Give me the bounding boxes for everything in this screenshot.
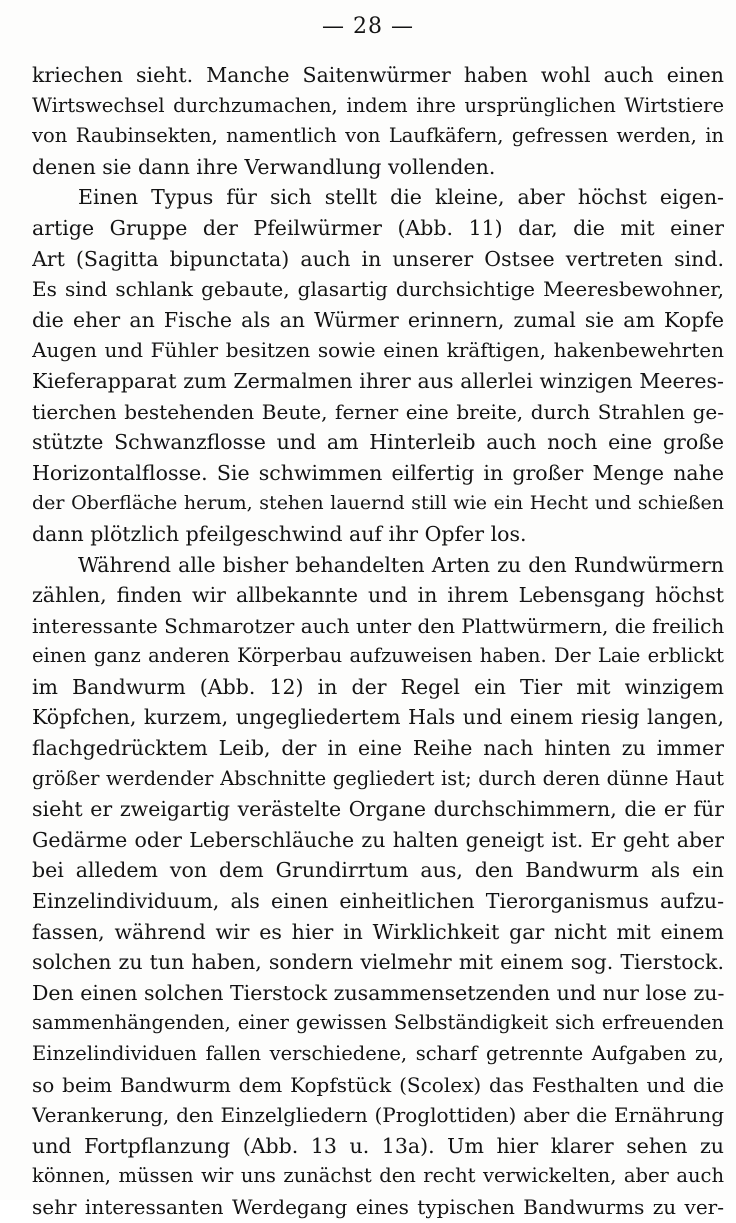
text-line: Einen Typus für sich stellt die kleine, aber höchst eigen- bbox=[78, 185, 724, 210]
text-line: artige Gruppe der Pfeilwürmer (Abb. 11) dar, die mit einer bbox=[32, 215, 724, 240]
text-line: flachgedrücktem Leib, der in eine Reihe nach hinten zu immer bbox=[32, 736, 724, 761]
text-line: Wirtswechsel durchzumachen, indem ihre ursprünglichen Wirtstiere bbox=[32, 93, 724, 117]
text-line: Während alle bisher behandelten Arten zu den Rundwürmern bbox=[78, 552, 724, 577]
text-line: der Oberfläche herum, stehen lauernd still wie ein Hecht und schießen bbox=[32, 492, 724, 515]
text-line: zählen, finden wir allbekannte und in ihrem Lebensgang höchst bbox=[32, 583, 724, 608]
text-line: größer werdender Abschnitte gegliedert ist; durch deren dünne Haut bbox=[32, 766, 724, 790]
text-line: sammenhängenden, einer gewissen Selbständigkeit sich erfreuenden bbox=[32, 1011, 724, 1035]
text-line: im Bandwurm (Abb. 12) in der Regel ein Tier mit winzigem bbox=[32, 674, 724, 699]
text-line: fassen, während wir es hier in Wirklichkeit gar nicht mit einem bbox=[32, 919, 724, 944]
text-line: interessante Schmarotzer auch unter den Plattwürmern, die freilich bbox=[32, 613, 724, 638]
text-line: Gedärme oder Leberschläuche zu halten geneigt ist. Er geht aber bbox=[32, 827, 724, 852]
text-line: kriechen sieht. Manche Saitenwürmer haben wohl auch einen bbox=[32, 63, 724, 87]
text-line: von Raubinsekten, namentlich von Laufkäfern, gefressen werden, in bbox=[32, 124, 724, 148]
text-line: sieht er zweigartig verästelte Organe durchschimmern, die er für bbox=[32, 797, 724, 822]
text-line: Es sind schlank gebaute, glasartig durchsichtige Meeresbewohner, bbox=[32, 277, 724, 302]
text-line: Köpfchen, kurzem, ungegliedertem Hals und einem riesig langen, bbox=[32, 705, 724, 730]
text-line: Einzelindividuen fallen verschiedene, scharf getrennte Aufgaben zu, bbox=[32, 1042, 724, 1065]
text-line: Art (Sagitta bipunctata) auch in unserer Ostsee vertreten sind. bbox=[32, 246, 724, 271]
text-line: tierchen bestehenden Beute, ferner eine breite, durch Strahlen ge- bbox=[32, 399, 724, 424]
text-line: die eher an Fische als an Würmer erinnern, zumal sie am Kopfe bbox=[32, 307, 724, 332]
text-line: können, müssen wir uns zunächst den recht verwickelten, aber auch bbox=[32, 1164, 724, 1188]
text-line: Verankerung, den Einzelgliedern (Proglottiden) aber die Ernährung bbox=[32, 1103, 724, 1128]
text-line: so beim Bandwurm dem Kopfstück (Scolex) das Festhalten und die bbox=[32, 1072, 724, 1097]
text-line: stützte Schwanzflosse und am Hinterleib auch noch eine große bbox=[32, 430, 724, 455]
body-text bbox=[32, 60, 724, 1223]
text-line: solchen zu tun haben, sondern vielmehr mit einem sog. Tierstock. bbox=[32, 950, 724, 975]
text-line: denen sie dann ihre Verwandlung vollenden. bbox=[32, 154, 496, 179]
page-number: — 28 — bbox=[322, 14, 414, 39]
text-line: bei alledem von dem Grundirrtum aus, den Bandwurm als ein bbox=[32, 858, 724, 883]
text-line: einen ganz anderen Körperbau aufzuweisen haben. Der Laie erblickt bbox=[32, 644, 724, 668]
text-line: Den einen solchen Tierstock zusammensetzenden und nur lose zu- bbox=[32, 980, 724, 1005]
text-line: dann plötzlich pfeilgeschwind auf ihr Opfer los. bbox=[32, 521, 527, 546]
text-line: und Fortpflanzung (Abb. 13 u. 13a). Um hier klarer sehen zu bbox=[32, 1133, 724, 1158]
text-line: Einzelindividuum, als einen einheitlichen Tierorganismus aufzu- bbox=[32, 889, 724, 914]
text-line: Augen und Fühler besitzen sowie einen kräftigen, hakenbewehrten bbox=[32, 338, 724, 363]
text-line: Kieferapparat zum Zermalmen ihrer aus allerlei winzigen Meeres- bbox=[32, 368, 724, 393]
text-line: Horizontalflosse. Sie schwimmen eilfertig in großer Menge nahe bbox=[32, 460, 724, 485]
text-line: sehr interessanten Werdegang eines typischen Bandwurms zu ver- bbox=[32, 1194, 724, 1219]
